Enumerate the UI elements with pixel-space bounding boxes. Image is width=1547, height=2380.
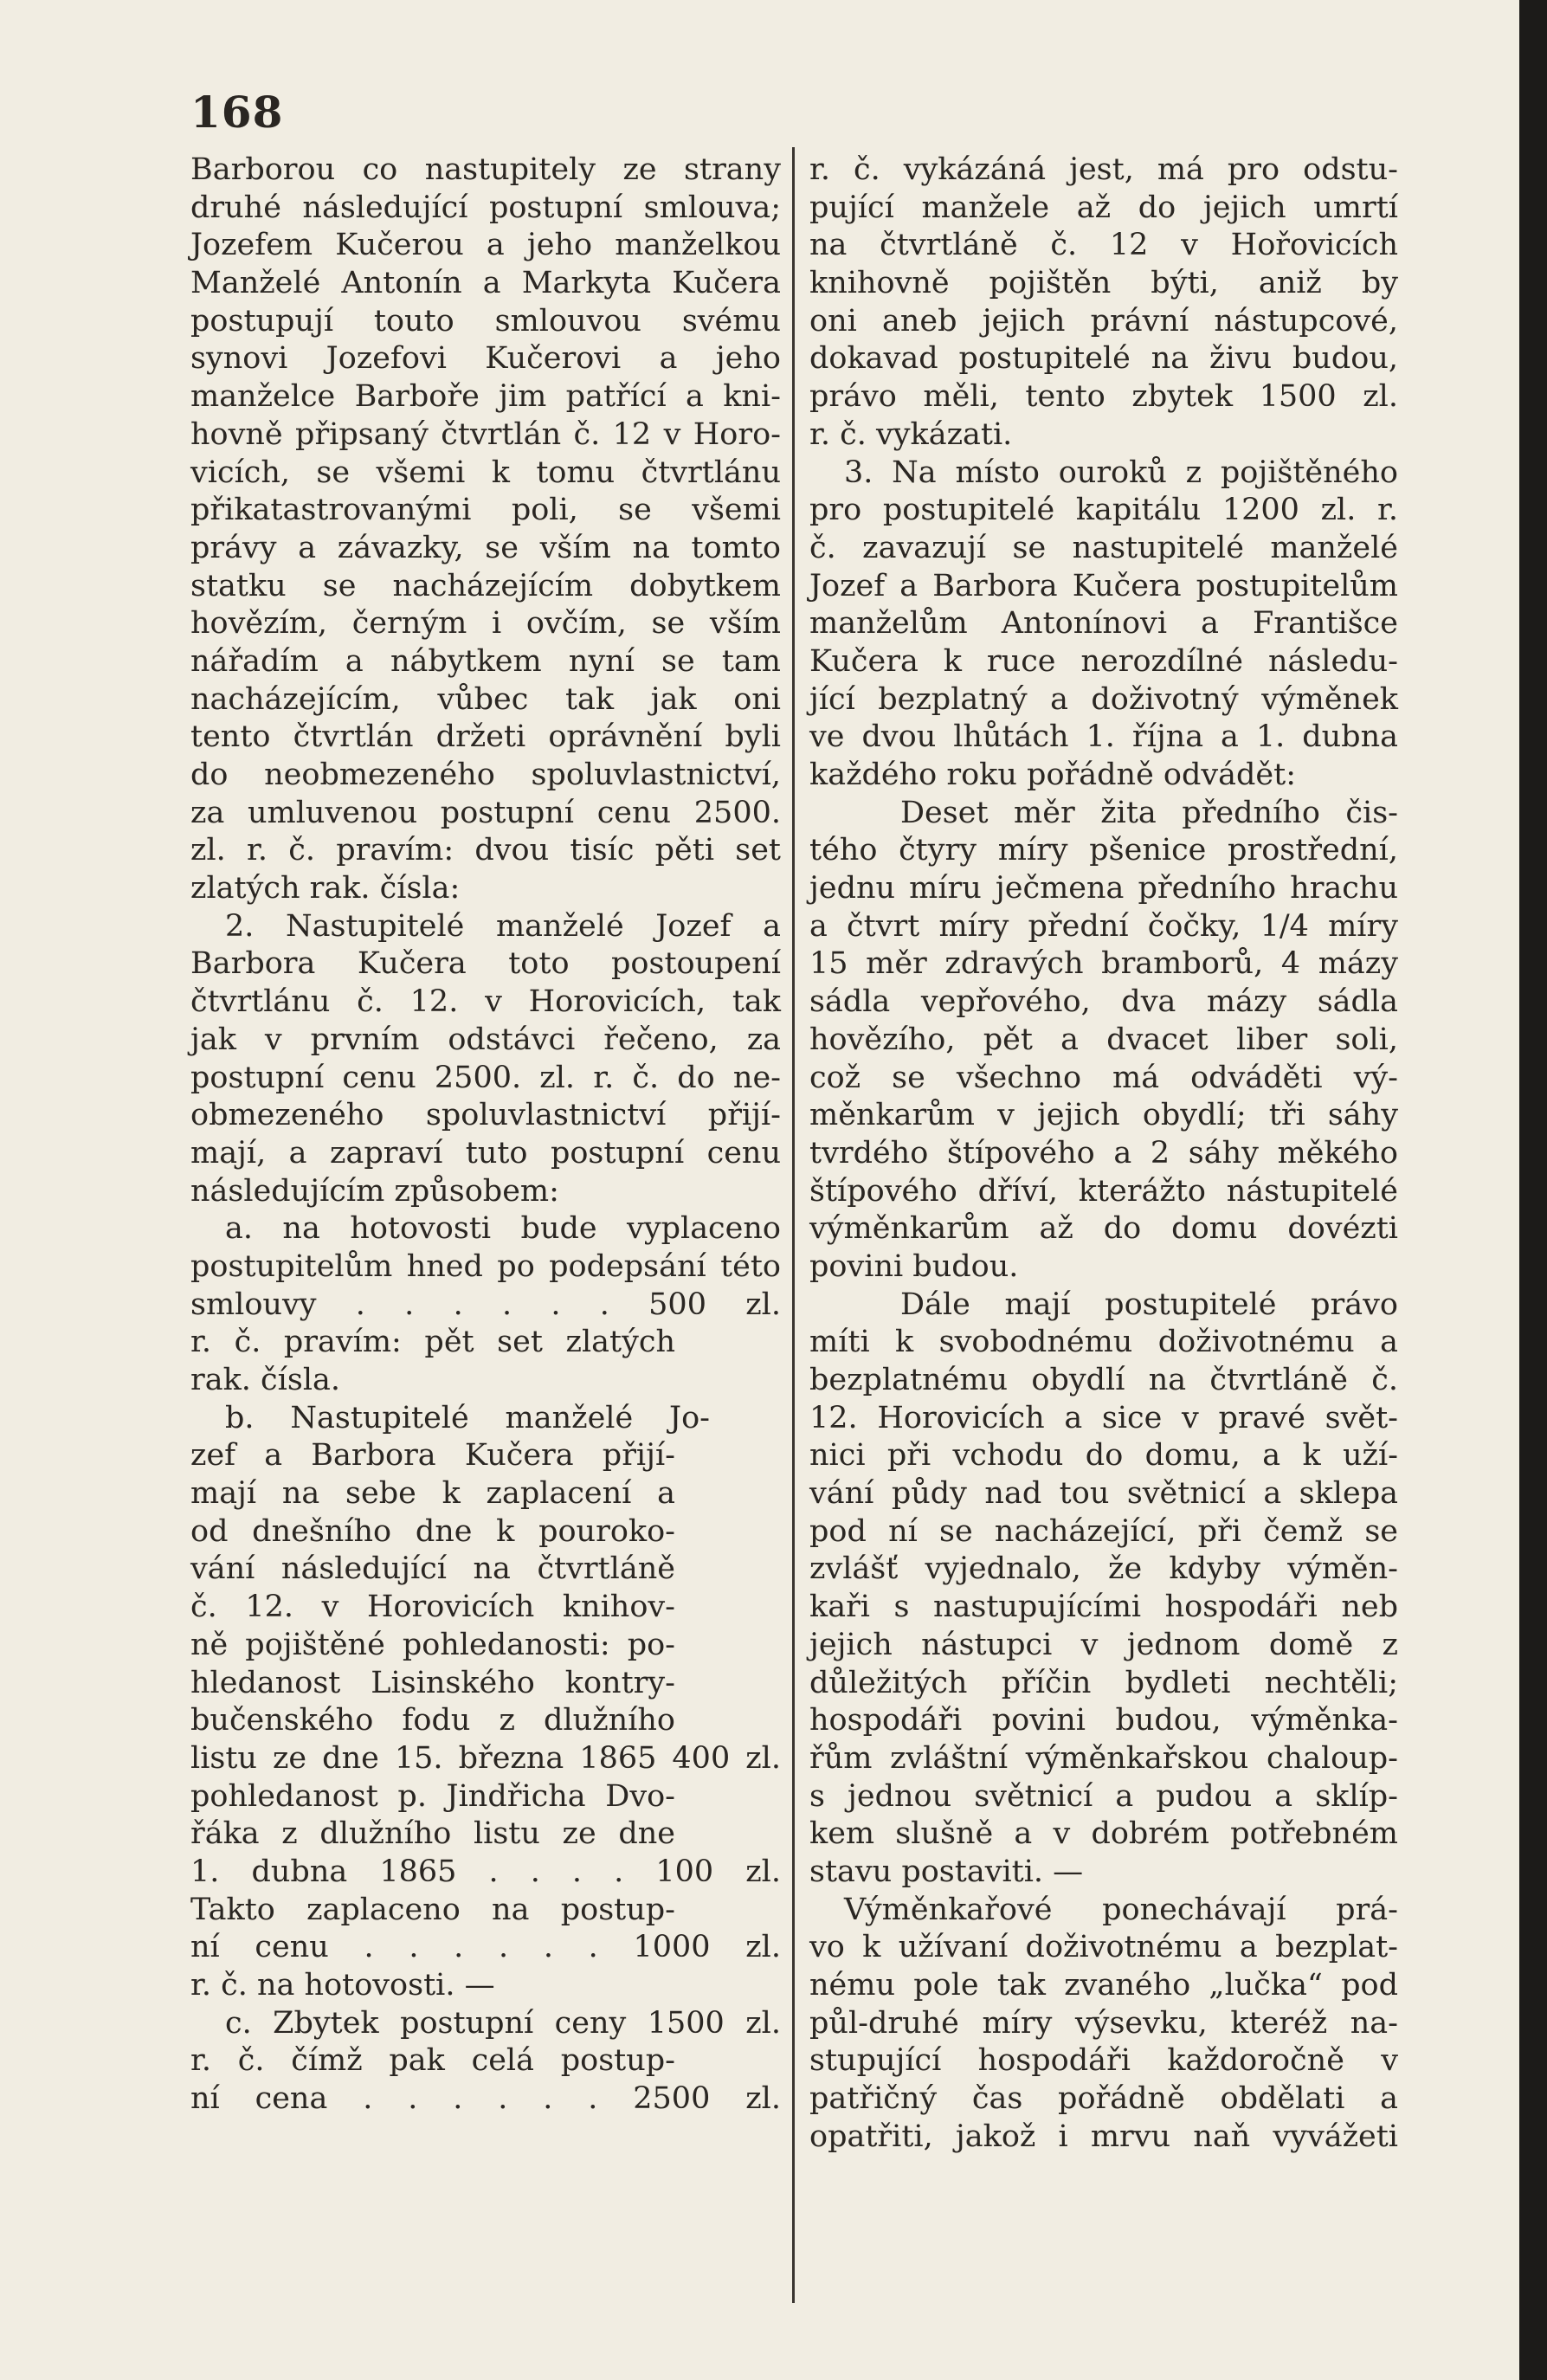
text-line: obmezeného spoluvlastnictví přijí-	[190, 1098, 781, 1133]
text-line: čtvrtlánu č. 12. v Horovicích, tak	[190, 984, 781, 1020]
text-line: ní cena . . . . . . 2500 zl.	[190, 2081, 781, 2117]
text-line: zvlášť vyjednalo, že kdyby výměn-	[809, 1551, 1398, 1587]
text-line: mají na sebe k zaplacení a	[190, 1476, 675, 1512]
text-line: právy a závazky, se vším na tomto	[190, 530, 781, 565]
text-line: r. č. pravím: pět set zlatých	[190, 1325, 675, 1360]
text-line: každého roku pořádně odvádět:	[809, 758, 1296, 792]
text-line: řům zvláštní výměnkařskou chaloup-	[809, 1740, 1398, 1776]
text-line: tvrdého štípového a 2 sáhy měkého	[809, 1135, 1398, 1171]
text-line: s jednou světnicí a pudou a sklíp-	[809, 1778, 1398, 1814]
text-line: hovně připsaný čtvrtlán č. 12 v Horo-	[190, 416, 781, 452]
text-line: Manželé Antonín a Markyta Kučera	[190, 266, 781, 301]
column-divider	[792, 147, 795, 2303]
text-line: ně pojištěné pohledanosti: po-	[190, 1627, 675, 1662]
text-line: 1. dubna 1865 . . . . 100 zl.	[190, 1854, 781, 1889]
text-line: zlatých rak. čísla:	[190, 871, 461, 906]
text-line: rak. čísla.	[190, 1363, 341, 1397]
text-line: jejich nástupci v jednom domě z	[809, 1627, 1398, 1662]
text-line: Jozef a Barbora Kučera postupitelům	[809, 568, 1398, 603]
text-line: nému pole tak zvaného „lučka“ pod	[809, 1968, 1398, 2003]
text-line: sádla vepřového, dva mázy sádla	[809, 984, 1398, 1020]
text-line: jak v prvním odstávci řečeno, za	[190, 1022, 781, 1057]
text-line: hovězího, pět a dvacet liber soli,	[809, 1022, 1398, 1057]
text-line: řáka z dlužního listu ze dne	[190, 1816, 675, 1852]
text-line: č. zavazují se nastupitelé manželé	[809, 530, 1398, 565]
page-number: 168	[190, 87, 284, 138]
text-line: postupitelům hned po podepsání této	[190, 1248, 781, 1284]
text-line: vicích, se všemi k tomu čtvrtlánu	[190, 455, 781, 490]
text-line: výměnkarům až do domu dovézti	[809, 1211, 1398, 1247]
text-line: Takto zaplaceno na postup-	[190, 1892, 675, 1927]
text-line: povini budou.	[809, 1248, 1019, 1284]
text-line: Barbora Kučera toto postoupení	[190, 946, 781, 982]
text-line: postupní cenu 2500. zl. r. č. do ne-	[190, 1060, 781, 1095]
text-line: míti k svobodnému doživotnému a	[809, 1325, 1398, 1360]
text-line: 3. Na místo ouroků z pojištěného	[844, 455, 1398, 490]
text-line: Dále mají postupitelé právo	[900, 1287, 1398, 1322]
text-line: od dnešního dne k pouroko-	[190, 1513, 675, 1549]
text-line: kaři s nastupujícími hospodáři neb	[809, 1590, 1398, 1625]
page-edge-shadow	[1519, 0, 1547, 2380]
text-line: ní cenu . . . . . . 1000 zl.	[190, 1930, 781, 1965]
text-line: b. Nastupitelé manželé Jo-	[225, 1400, 710, 1435]
text-line: půl-druhé míry výsevku, kteréž na-	[809, 2005, 1398, 2041]
text-line: manželce Barboře jim patřící a kni-	[190, 379, 781, 415]
text-line: bezplatnému obydlí na čtvrtláně č.	[809, 1363, 1398, 1397]
text-line: r. č. na hotovosti. —	[190, 1968, 495, 2003]
text-line: opatřiti, jakož i mrvu naň vyvážeti	[809, 2119, 1398, 2154]
text-line: zef a Barbora Kučera přijí-	[190, 1438, 675, 1474]
text-line: c. Zbytek postupní ceny 1500 zl.	[225, 2005, 781, 2041]
text-line: nacházejícím, vůbec tak jak oni	[190, 681, 781, 717]
text-line: postupují touto smlouvou svému	[190, 303, 781, 339]
left-column	[190, 152, 781, 2119]
text-line: vání následující na čtvrtláně	[190, 1551, 675, 1587]
text-line: nářadím a nábytkem nyní se tam	[190, 643, 781, 679]
text-line: zl. r. č. pravím: dvou tisíc pěti set	[190, 833, 781, 868]
text-line: oni aneb jejich právní nástupcové,	[809, 303, 1398, 339]
text-line: do neobmezeného spoluvlastnictví,	[190, 758, 781, 792]
text-line: následujícím způsobem:	[190, 1173, 559, 1209]
text-line: pohledanost p. Jindřicha Dvo-	[190, 1778, 675, 1814]
text-line: a. na hotovosti bude vyplaceno	[225, 1211, 781, 1247]
text-line: tento čtvrtlán držeti oprávnění byli	[190, 719, 781, 755]
text-line: důležitých příčin bydleti nechtěli;	[809, 1665, 1398, 1700]
text-line: r. č. vykázáná jest, má pro odstu-	[809, 152, 1398, 187]
text-line: měnkarům v jejich obydlí; tři sáhy	[809, 1098, 1398, 1133]
text-line: vo k užívaní doživotnému a bezplat-	[809, 1930, 1398, 1965]
text-line: Barborou co nastupitely ze strany	[190, 152, 781, 187]
text-line: právo měli, tento zbytek 1500 zl.	[809, 379, 1398, 415]
text-line: což se všechno má odváděti vý-	[809, 1060, 1398, 1095]
text-line: přikatastrovanými poli, se všemi	[190, 493, 781, 528]
text-line: pro postupitelé kapitálu 1200 zl. r.	[809, 493, 1398, 528]
text-line: stavu postaviti. —	[809, 1854, 1084, 1889]
text-line: kem slušně a v dobrém potřebném	[809, 1816, 1398, 1852]
text-line: 12. Horovicích a sice v pravé svět-	[809, 1400, 1398, 1435]
text-line: ve dvou lhůtách 1. října a 1. dubna	[809, 719, 1398, 755]
text-line: pod ní se nacházející, při čemž se	[809, 1513, 1398, 1549]
text-line: za umluvenou postupní cenu 2500.	[190, 795, 781, 830]
text-line: Deset měr žita předního čis-	[900, 795, 1398, 830]
text-line: r. č. čímž pak celá postup-	[190, 2043, 675, 2079]
text-line: tého čtyry míry pšenice prostřední,	[809, 833, 1398, 868]
text-line: stupující hospodáři každoročně v	[809, 2043, 1398, 2079]
right-column	[809, 152, 1398, 2156]
text-line: hospodáři povini budou, výměnka-	[809, 1703, 1398, 1738]
text-line: 15 měr zdravých bramborů, 4 mázy	[809, 946, 1398, 982]
text-line: patřičný čas pořádně obdělati a	[809, 2081, 1398, 2117]
text-line: listu ze dne 15. března 1865 400 zl.	[190, 1740, 781, 1776]
text-line: na čtvrtláně č. 12 v Hořovicích	[809, 228, 1398, 263]
text-line: druhé následující postupní smlouva;	[190, 190, 781, 225]
text-line: Jozefem Kučerou a jeho manželkou	[190, 228, 781, 263]
text-line: bučenského fodu z dlužního	[190, 1703, 675, 1738]
text-line: 2. Nastupitelé manželé Jozef a	[225, 908, 781, 944]
text-line: a čtvrt míry přední čočky, 1/4 míry	[809, 908, 1398, 944]
text-line: č. 12. v Horovicích knihov-	[190, 1590, 675, 1625]
text-line: vání půdy nad tou světnicí a sklepa	[809, 1476, 1398, 1512]
text-line: manželům Antonínovi a Františce	[809, 606, 1398, 642]
text-line: r. č. vykázati.	[809, 416, 1013, 452]
text-line: synovi Jozefovi Kučerovi a jeho	[190, 341, 781, 377]
text-line: knihovně pojištěn býti, aniž by	[809, 266, 1398, 301]
text-line: smlouvy . . . . . . 500 zl.	[190, 1287, 781, 1322]
text-line: jednu míru ječmena předního hrachu	[809, 871, 1398, 906]
text-line: štípového dříví, kterážto nástupitelé	[809, 1173, 1398, 1209]
text-line: Výměnkařové ponechávají prá-	[844, 1892, 1398, 1927]
text-line: nici při vchodu do domu, a k uží-	[809, 1438, 1398, 1474]
text-line: hledanost Lisinského kontry-	[190, 1665, 675, 1700]
text-line: Kučera k ruce nerozdílné následu-	[809, 643, 1398, 679]
text-line: statku se nacházejícím dobytkem	[190, 568, 781, 603]
text-line: jící bezplatný a doživotný výměnek	[809, 681, 1398, 717]
text-line: hovězím, černým i ovčím, se vším	[190, 606, 781, 642]
text-line: dokavad postupitelé na živu budou,	[809, 341, 1398, 377]
text-line: pující manžele až do jejich umrtí	[809, 190, 1398, 225]
text-line: mají, a zapraví tuto postupní cenu	[190, 1135, 781, 1171]
